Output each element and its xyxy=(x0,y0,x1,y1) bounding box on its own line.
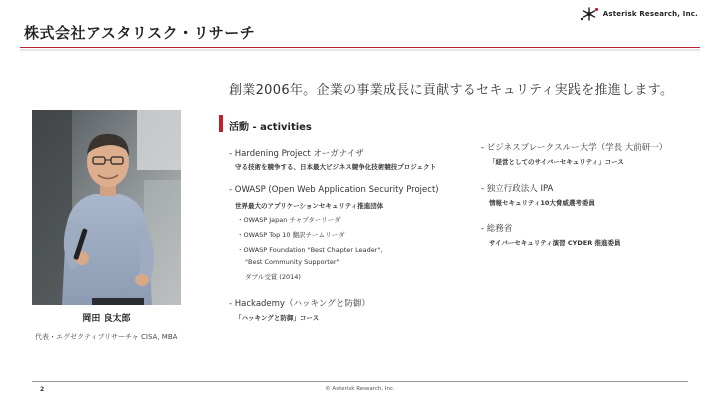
person-name: 岡田 良太郎 xyxy=(82,314,131,324)
activity-title: - OWASP (Open Web Application Security Project) xyxy=(229,185,439,195)
activity-bullet: ダブル受賞 (2014) xyxy=(245,273,301,281)
activity-bullet: ・OWASP Top 10 翻訳チームリーダ xyxy=(237,231,345,239)
company-tagline: 創業2006年。企業の事業成長に貢献するセキュリティ実践を推進します。 xyxy=(229,83,674,98)
activity-bullet: ・OWASP Japan チャプターリーダ xyxy=(237,216,341,224)
footer-divider xyxy=(32,381,688,382)
activity-description: 情報セキュリティ10大脅威選考委員 xyxy=(489,199,595,207)
activity-description: 「経営としてのサイバーセキュリティ」コース xyxy=(489,158,624,166)
activity-title: - 独立行政法人 IPA xyxy=(481,184,554,194)
activity-bullet: ・OWASP Foundation "Best Chapter Leader", xyxy=(237,246,383,254)
activity-bullet: "Best Community Supporter" xyxy=(245,258,340,266)
activity-title: - 総務省 xyxy=(481,224,513,234)
copyright: © Asterisk Research, Inc. xyxy=(325,386,395,392)
company-logo xyxy=(580,6,698,22)
title-divider xyxy=(20,47,700,48)
person-title: 代表・エグゼクティブリサーチャ CISA, MBA xyxy=(35,333,178,341)
activity-description: サイバーセキュリティ演習 CYDER 推進委員 xyxy=(489,239,621,247)
activity-description: 「ハッキングと防御」コース xyxy=(235,314,320,322)
activity-description: 世界最大のアプリケーションセキュリティ推進団体 xyxy=(235,202,384,210)
section-accent-bar xyxy=(219,115,223,132)
activity-title: - ビジネスブレークスルー大学（学長 大前研一） xyxy=(481,143,668,153)
asterisk-logo-icon xyxy=(580,6,600,22)
page-number: 2 xyxy=(40,386,45,393)
activity-title: - Hackademy（ハッキングと防御） xyxy=(229,299,370,309)
page-title: 株式会社アスタリスク・リサーチ xyxy=(24,24,256,42)
portrait-photo xyxy=(32,110,181,305)
title-divider-shadow xyxy=(20,49,700,52)
activity-description: 守る技術を競争する、日本最大ビジネス競争化技術競技プロジェクト xyxy=(235,163,437,171)
activity-title: - Hardening Project オーガナイザ xyxy=(229,149,364,159)
section-heading: 活動 - activities xyxy=(229,122,312,133)
logo-text: Asterisk Research, Inc. xyxy=(602,10,698,18)
